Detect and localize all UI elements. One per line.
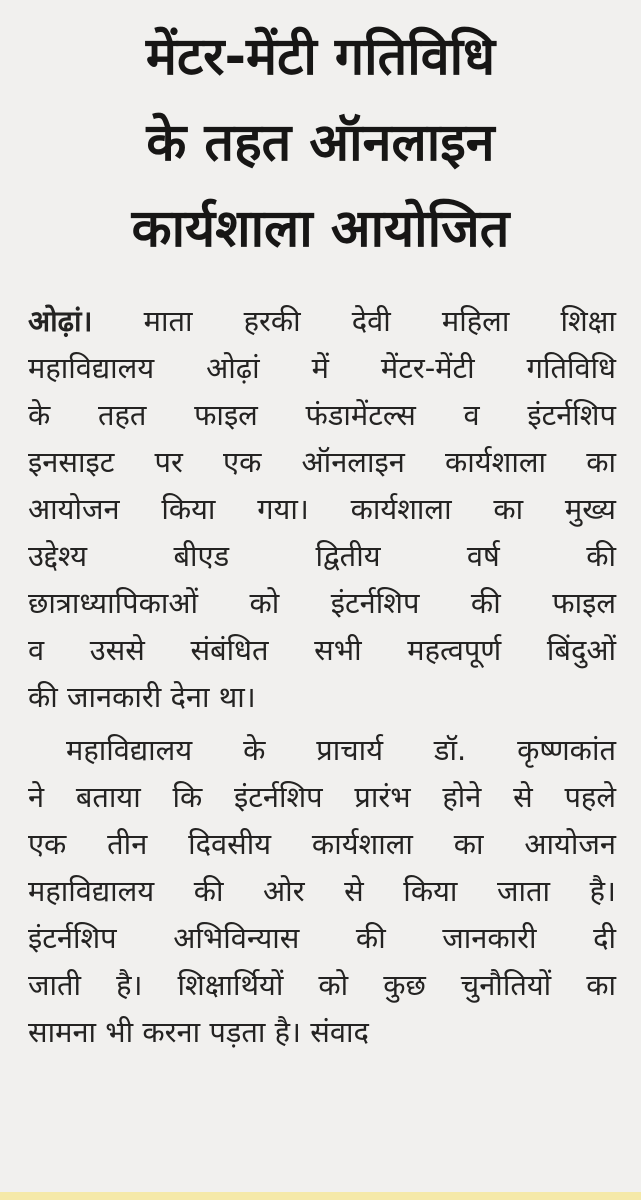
article-line: की जानकारी देना था। xyxy=(28,680,256,714)
article-line: छात्राध्यापिकाओं को इंटर्नशिप की फाइल xyxy=(28,586,616,620)
article-line xyxy=(28,298,616,345)
article-line-text: माता हरकी देवी महिला शिक्षा xyxy=(92,304,616,338)
article-line: एक तीन दिवसीय कार्यशाला का आयोजन xyxy=(28,827,616,861)
article-line: के तहत फाइल फंडामेंटल्स व इंटर्नशिप xyxy=(28,398,616,432)
article-line: व उससे संबंधित सभी महत्वपूर्ण बिंदुओं xyxy=(28,633,616,667)
headline-line-2: के तहत ऑनलाइन xyxy=(146,113,495,173)
article-line: महाविद्यालय की ओर से किया जाता है। xyxy=(28,874,616,908)
headline-line-1: मेंटर-मेंटी गतिविधि xyxy=(145,27,496,87)
article-line: महाविद्यालय के प्राचार्य डॉ. कृष्णकांत xyxy=(66,733,616,767)
article-line: इनसाइट पर एक ऑनलाइन कार्यशाला का xyxy=(28,445,616,479)
dateline: ओढ़ां। xyxy=(28,304,93,338)
article-line: सामना भी करना पड़ता है। संवाद xyxy=(28,1015,369,1049)
article-line: इंटर्नशिप अभिविन्यास की जानकारी दी xyxy=(28,921,616,955)
article-line: जाती है। शिक्षार्थियों को कुछ चुनौतियों का xyxy=(28,968,616,1002)
headline-line-3: कार्यशाला आयोजित xyxy=(131,199,510,259)
article-line: ने बताया कि इंटर्नशिप प्रारंभ होने से पहले xyxy=(28,780,616,814)
article-line: उद्देश्य बीएड द्वितीय वर्ष की xyxy=(28,539,616,573)
article-line: आयोजन किया गया। कार्यशाला का मुख्य xyxy=(28,492,616,526)
article-line: महाविद्यालय ओढ़ां में मेंटर-मेंटी गतिविधि xyxy=(28,351,616,385)
headline xyxy=(0,14,641,272)
article-body xyxy=(28,298,616,1056)
bottom-edge xyxy=(0,1192,641,1200)
